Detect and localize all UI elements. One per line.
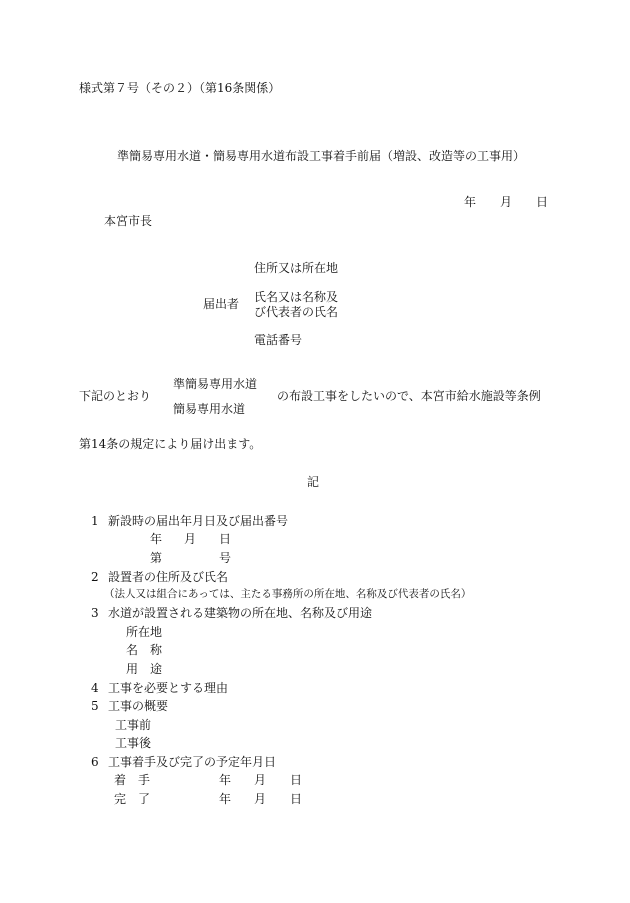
date-year: 年 xyxy=(464,195,477,209)
item-1-day: 日 xyxy=(219,532,232,546)
applicant-name-label-line1: 氏名又は名称及 xyxy=(254,290,339,304)
item-4-number: 4 xyxy=(91,681,99,695)
item-1-month: 月 xyxy=(184,532,197,546)
applicant-label: 届出者 xyxy=(203,297,240,311)
item-6-number: 6 xyxy=(91,755,99,769)
applicant-address-label: 住所又は所在地 xyxy=(254,261,339,275)
item-6-finish-year: 年 xyxy=(219,792,232,806)
date-month: 月 xyxy=(500,195,513,209)
item-6-start-month: 月 xyxy=(254,773,267,787)
form-number: 様式第７号（その２）（第16条関係） xyxy=(79,81,281,95)
item-2-label: 設置者の住所及び氏名 xyxy=(108,570,229,584)
item-2-note: （法人又は組合にあっては、主たる事務所の所在地、名称及び代表者の氏名） xyxy=(104,588,472,600)
item-6-finish-month: 月 xyxy=(254,792,267,806)
item-3-use: 用 途 xyxy=(126,662,163,676)
item-5-before: 工事前 xyxy=(115,718,152,732)
item-4-label: 工事を必要とする理由 xyxy=(108,681,229,695)
item-2-number: 2 xyxy=(91,570,99,584)
statement-suffix: の布設工事をしたいので、本宮市給水施設等条例 xyxy=(277,389,541,403)
item-5-number: 5 xyxy=(91,699,99,713)
applicant-name-label-line2: び代表者の氏名 xyxy=(254,305,339,319)
statement-option-1: 準簡易専用水道 xyxy=(173,377,258,391)
item-6-label: 工事着手及び完了の予定年月日 xyxy=(108,755,277,769)
item-3-location: 所在地 xyxy=(126,625,163,639)
item-1-year: 年 xyxy=(150,532,163,546)
item-3-name: 名 称 xyxy=(126,643,163,657)
item-5-label: 工事の概要 xyxy=(108,699,169,713)
item-3-label: 水道が設置される建築物の所在地、名称及び用途 xyxy=(108,606,373,620)
statement-line-2: 第14条の規定により届け出ます。 xyxy=(79,437,262,451)
addressee: 本宮市長 xyxy=(104,214,153,228)
statement-option-2: 簡易専用水道 xyxy=(173,402,246,416)
item-5-after: 工事後 xyxy=(115,736,152,750)
item-1-dai: 第 xyxy=(150,551,163,565)
statement-prefix: 下記のとおり xyxy=(79,389,152,403)
item-6-start-label: 着 手 xyxy=(114,773,151,787)
ki-heading: 記 xyxy=(307,475,320,489)
item-1-number: 1 xyxy=(91,514,99,528)
item-6-start-year: 年 xyxy=(219,773,232,787)
date-day: 日 xyxy=(536,195,549,209)
item-1-label: 新設時の届出年月日及び届出番号 xyxy=(108,514,289,528)
item-1-go: 号 xyxy=(219,551,232,565)
applicant-phone-label: 電話番号 xyxy=(254,333,303,347)
item-3-number: 3 xyxy=(91,606,99,620)
item-6-finish-label: 完 了 xyxy=(114,792,151,806)
document-title: 準簡易専用水道・簡易専用水道布設工事着手前届（増設、改造等の工事用） xyxy=(117,149,526,163)
item-6-finish-day: 日 xyxy=(290,792,303,806)
item-6-start-day: 日 xyxy=(290,773,303,787)
